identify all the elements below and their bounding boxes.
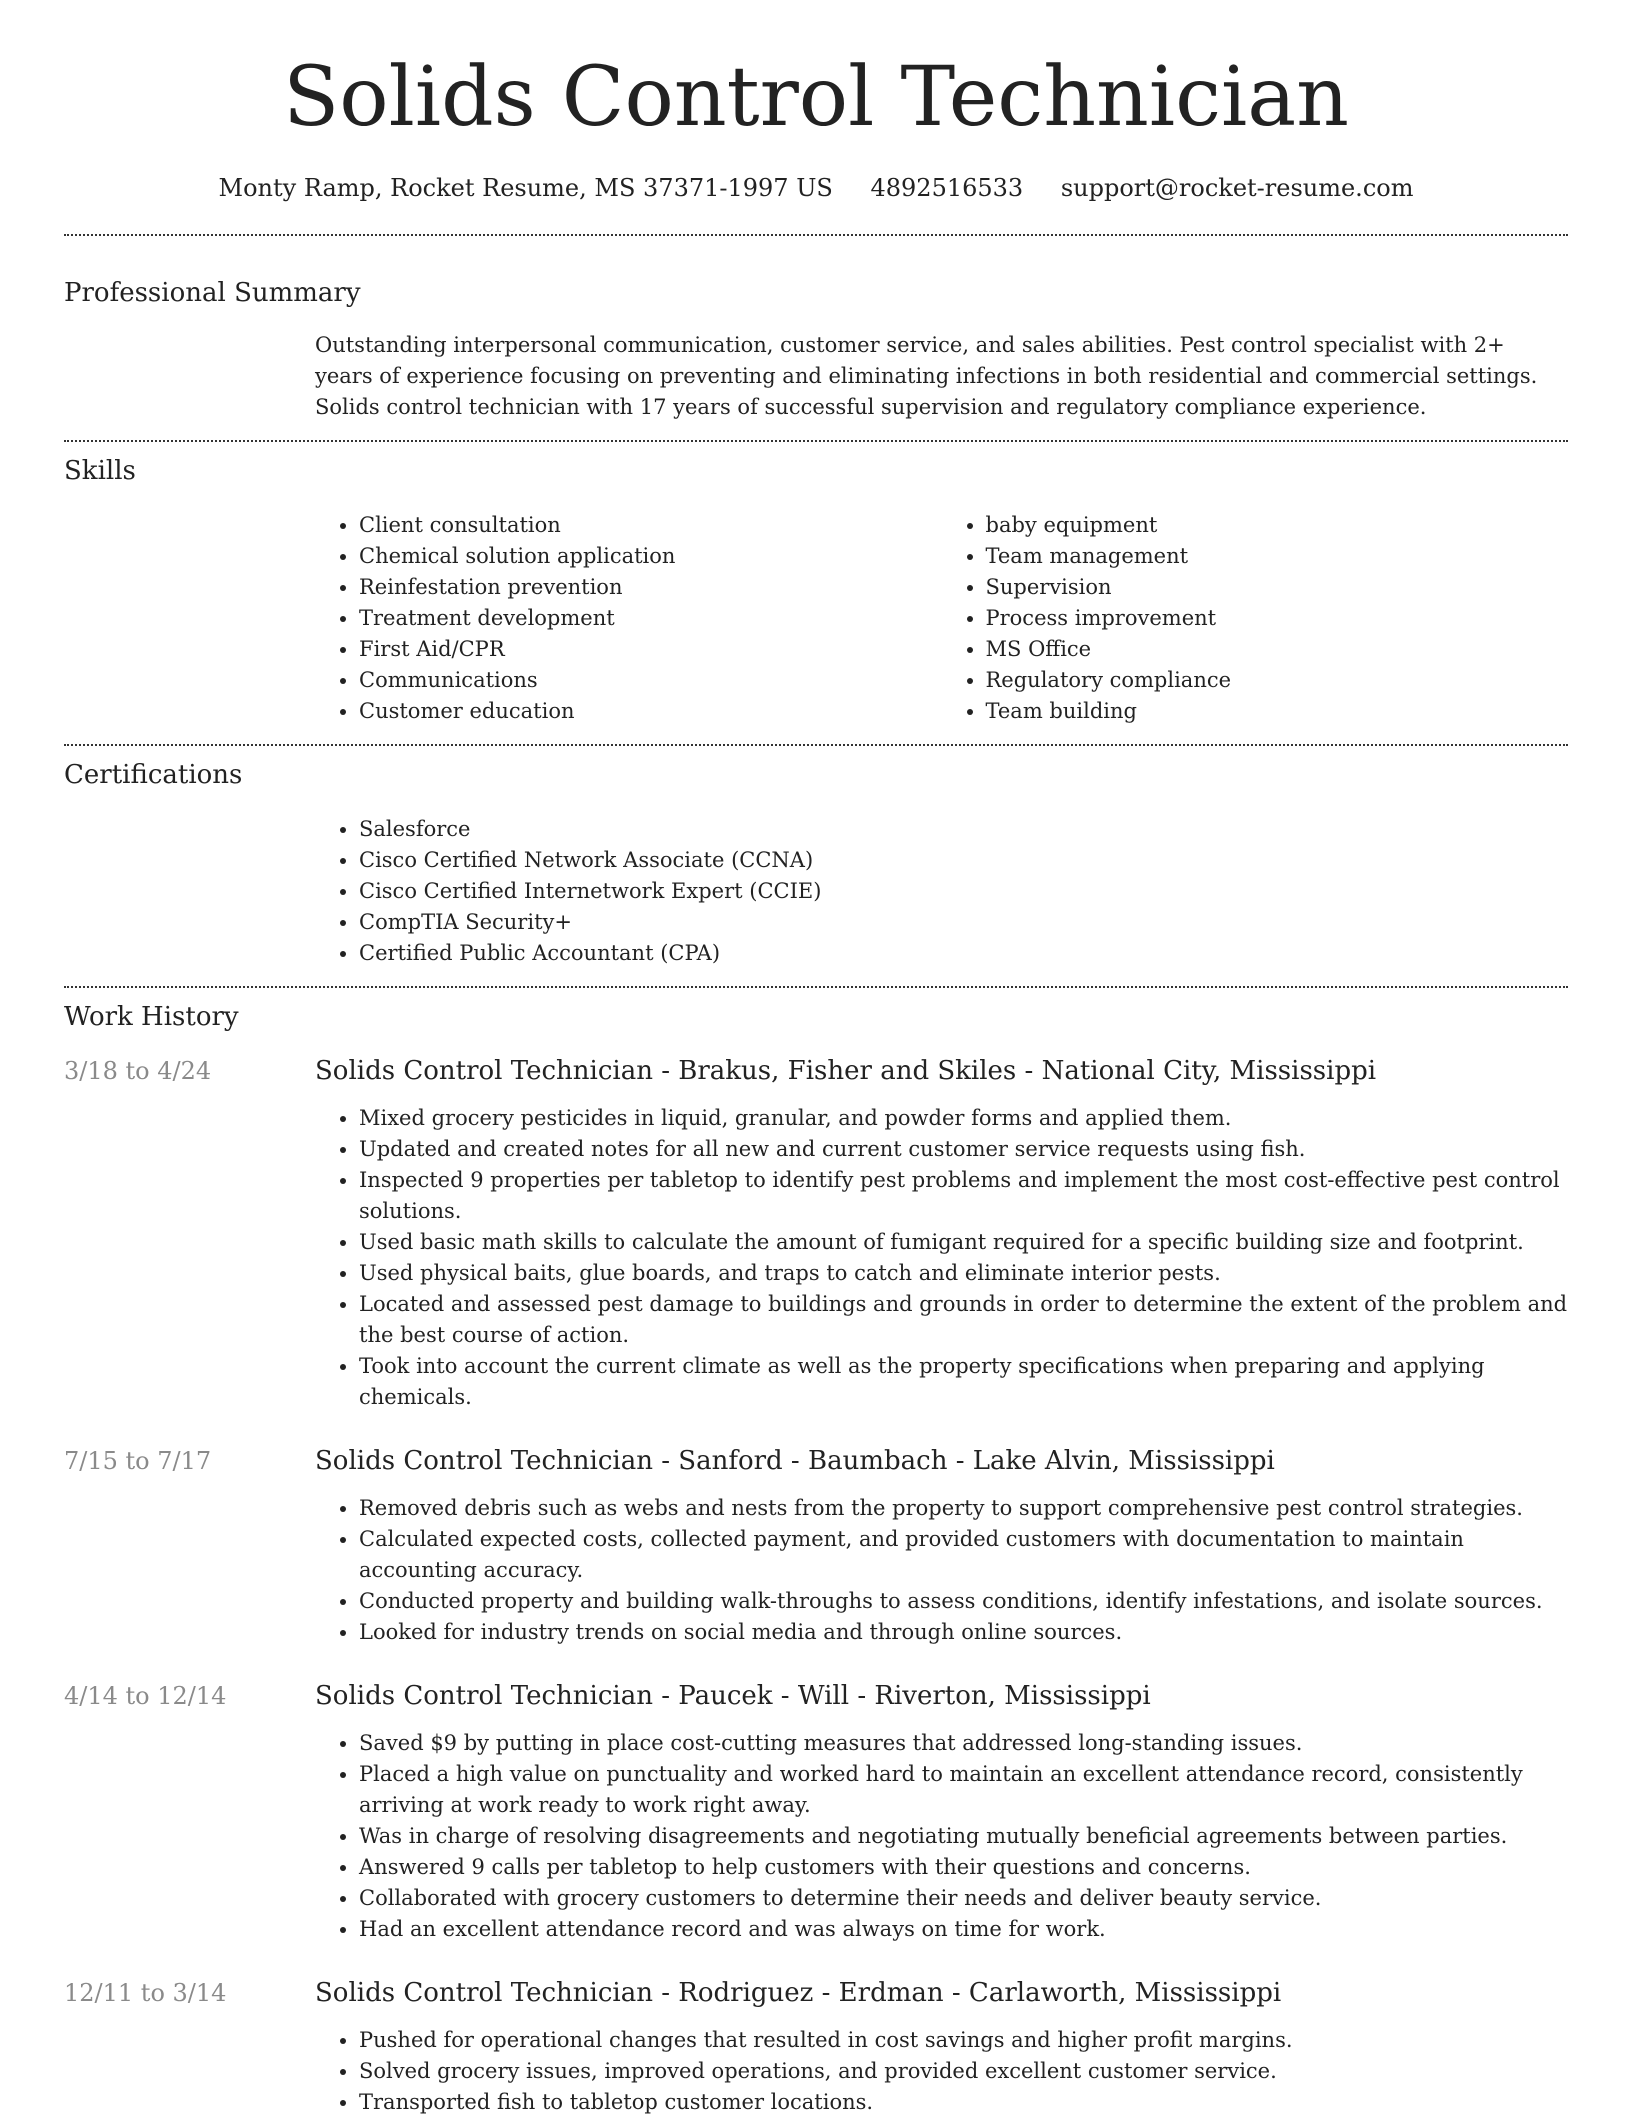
list-item: • Placed a high value on punctuality and worked hard to maintain an excellent attendance record, consistently arriving at work ready to work right away. <box>359 1759 1568 1821</box>
contact-phone: 4892516533 <box>870 174 1024 202</box>
job-bullets <box>315 1493 1568 1648</box>
list-item: • Updated and created notes for all new and current customer service requests using fish. <box>359 1134 1568 1165</box>
divider <box>64 986 1568 988</box>
list-item: • Process improvement <box>986 603 1569 634</box>
certifications-heading: Certifications <box>64 760 243 790</box>
list-item: • Supervision <box>986 572 1569 603</box>
list-item: • Cisco Certified Internetwork Expert (CCIE) <box>359 876 1568 907</box>
job-date: 12/11 to 3/14 <box>64 1979 227 2007</box>
list-item: • Client consultation <box>359 510 942 541</box>
job-title: Solids Control Technician - Paucek - Will - Riverton, Mississippi <box>315 1681 1151 1711</box>
job-title: Solids Control Technician - Sanford - Baumbach - Lake Alvin, Mississippi <box>315 1446 1275 1476</box>
summary-heading: Professional Summary <box>64 278 361 308</box>
job-entry <box>64 1977 1568 2118</box>
skills-list-left <box>315 510 942 727</box>
job-title: Solids Control Technician - Rodriguez - Erdman - Carlaworth, Mississippi <box>315 1978 1282 2008</box>
list-item: • Team building <box>986 696 1569 727</box>
certifications-section <box>64 759 1568 969</box>
list-item: • Cisco Certified Network Associate (CCNA) <box>359 845 1568 876</box>
list-item: • Looked for industry trends on social media and through online sources. <box>359 1617 1568 1648</box>
list-item: • Had an excellent attendance record and was always on time for work. <box>359 1914 1568 1945</box>
list-item: • Certified Public Accountant (CPA) <box>359 938 1568 969</box>
list-item: • Used basic math skills to calculate the amount of fumigant required for a specific building size and footprint. <box>359 1227 1568 1258</box>
job-date: 4/14 to 12/14 <box>64 1682 227 1710</box>
resume-title: Solids Control Technician <box>283 50 1349 145</box>
list-item: • Inspected 9 properties per tabletop to identify pest problems and implement the most cost-effective pest control solutions. <box>359 1165 1568 1227</box>
list-item: • Conducted property and building walk-throughs to assess conditions, identify infestations, and isolate sources. <box>359 1586 1568 1617</box>
list-item: • First Aid/CPR <box>359 634 942 665</box>
list-item: • Located and assessed pest damage to buildings and grounds in order to determine the extent of the problem and the best course of action. <box>359 1289 1568 1351</box>
job-bullets <box>315 1728 1568 1945</box>
skills-section <box>64 455 1568 727</box>
skills-columns <box>315 510 1568 727</box>
list-item: • Calculated expected costs, collected payment, and provided customers with documentation to maintain accounting accuracy. <box>359 1524 1568 1586</box>
skills-heading: Skills <box>64 456 136 486</box>
job-date: 3/18 to 4/24 <box>64 1057 212 1085</box>
list-item: • Solved grocery issues, improved operations, and provided excellent customer service. <box>359 2056 1568 2087</box>
work-section <box>64 1001 1568 2118</box>
list-item: • Took into account the current climate as well as the property specifications when preparing and applying chemicals. <box>359 1351 1568 1413</box>
job-bullets <box>315 1103 1568 1413</box>
certifications-content <box>315 814 1568 969</box>
job-title: Solids Control Technician - Brakus, Fisher and Skiles - National City, Mississippi <box>315 1056 1377 1086</box>
list-item: • Communications <box>359 665 942 696</box>
contact-email: support@rocket-resume.com <box>1060 174 1414 202</box>
list-item: • Treatment development <box>359 603 942 634</box>
job-bullets <box>315 2025 1568 2118</box>
list-item: • MS Office <box>986 634 1569 665</box>
list-item: • Used physical baits, glue boards, and traps to catch and eliminate interior pests. <box>359 1258 1568 1289</box>
job-entry <box>64 1055 1568 1413</box>
list-item: • Removed debris such as webs and nests from the property to support comprehensive pest control strategies. <box>359 1493 1568 1524</box>
summary-section <box>64 277 1568 423</box>
summary-text: Outstanding interpersonal communication, customer service, and sales abilities. Pest control specialist with 2+ years of experience focusing on preventing and eliminating infections in both residential and commercial settings. Solids control technician with 17 years of successful supervision and regulatory compliance experience. <box>315 333 1538 419</box>
job-entry <box>64 1680 1568 1945</box>
job-date: 7/15 to 7/17 <box>64 1447 212 1475</box>
list-item: • Collaborated with grocery customers to determine their needs and deliver beauty service. <box>359 1883 1568 1914</box>
list-item: • Customer education <box>359 696 942 727</box>
list-item: • Pushed for operational changes that resulted in cost savings and higher profit margins. <box>359 2025 1568 2056</box>
skills-list-right <box>942 510 1569 727</box>
list-item: • Transported fish to tabletop customer locations. <box>359 2087 1568 2118</box>
list-item: • Chemical solution application <box>359 541 942 572</box>
list-item: • Was in charge of resolving disagreements and negotiating mutually beneficial agreements between parties. <box>359 1821 1568 1852</box>
contact-address: Monty Ramp, Rocket Resume, MS 37371-1997 US <box>218 174 833 202</box>
divider <box>64 440 1568 442</box>
list-item: • baby equipment <box>986 510 1569 541</box>
certifications-list <box>315 814 1568 969</box>
list-item: • Salesforce <box>359 814 1568 845</box>
list-item: • Answered 9 calls per tabletop to help customers with their questions and concerns. <box>359 1852 1568 1883</box>
list-item: • Regulatory compliance <box>986 665 1569 696</box>
list-item: • Team management <box>986 541 1569 572</box>
job-entry <box>64 1445 1568 1648</box>
contact-line <box>64 173 1568 203</box>
divider <box>64 234 1568 236</box>
work-heading: Work History <box>64 1002 239 1032</box>
list-item: • Mixed grocery pesticides in liquid, granular, and powder forms and applied them. <box>359 1103 1568 1134</box>
jobs-list <box>64 1055 1568 2118</box>
divider <box>64 744 1568 746</box>
list-item: • Reinfestation prevention <box>359 572 942 603</box>
list-item: • CompTIA Security+ <box>359 907 1568 938</box>
list-item: • Saved $9 by putting in place cost-cutting measures that addressed long-standing issues. <box>359 1728 1568 1759</box>
